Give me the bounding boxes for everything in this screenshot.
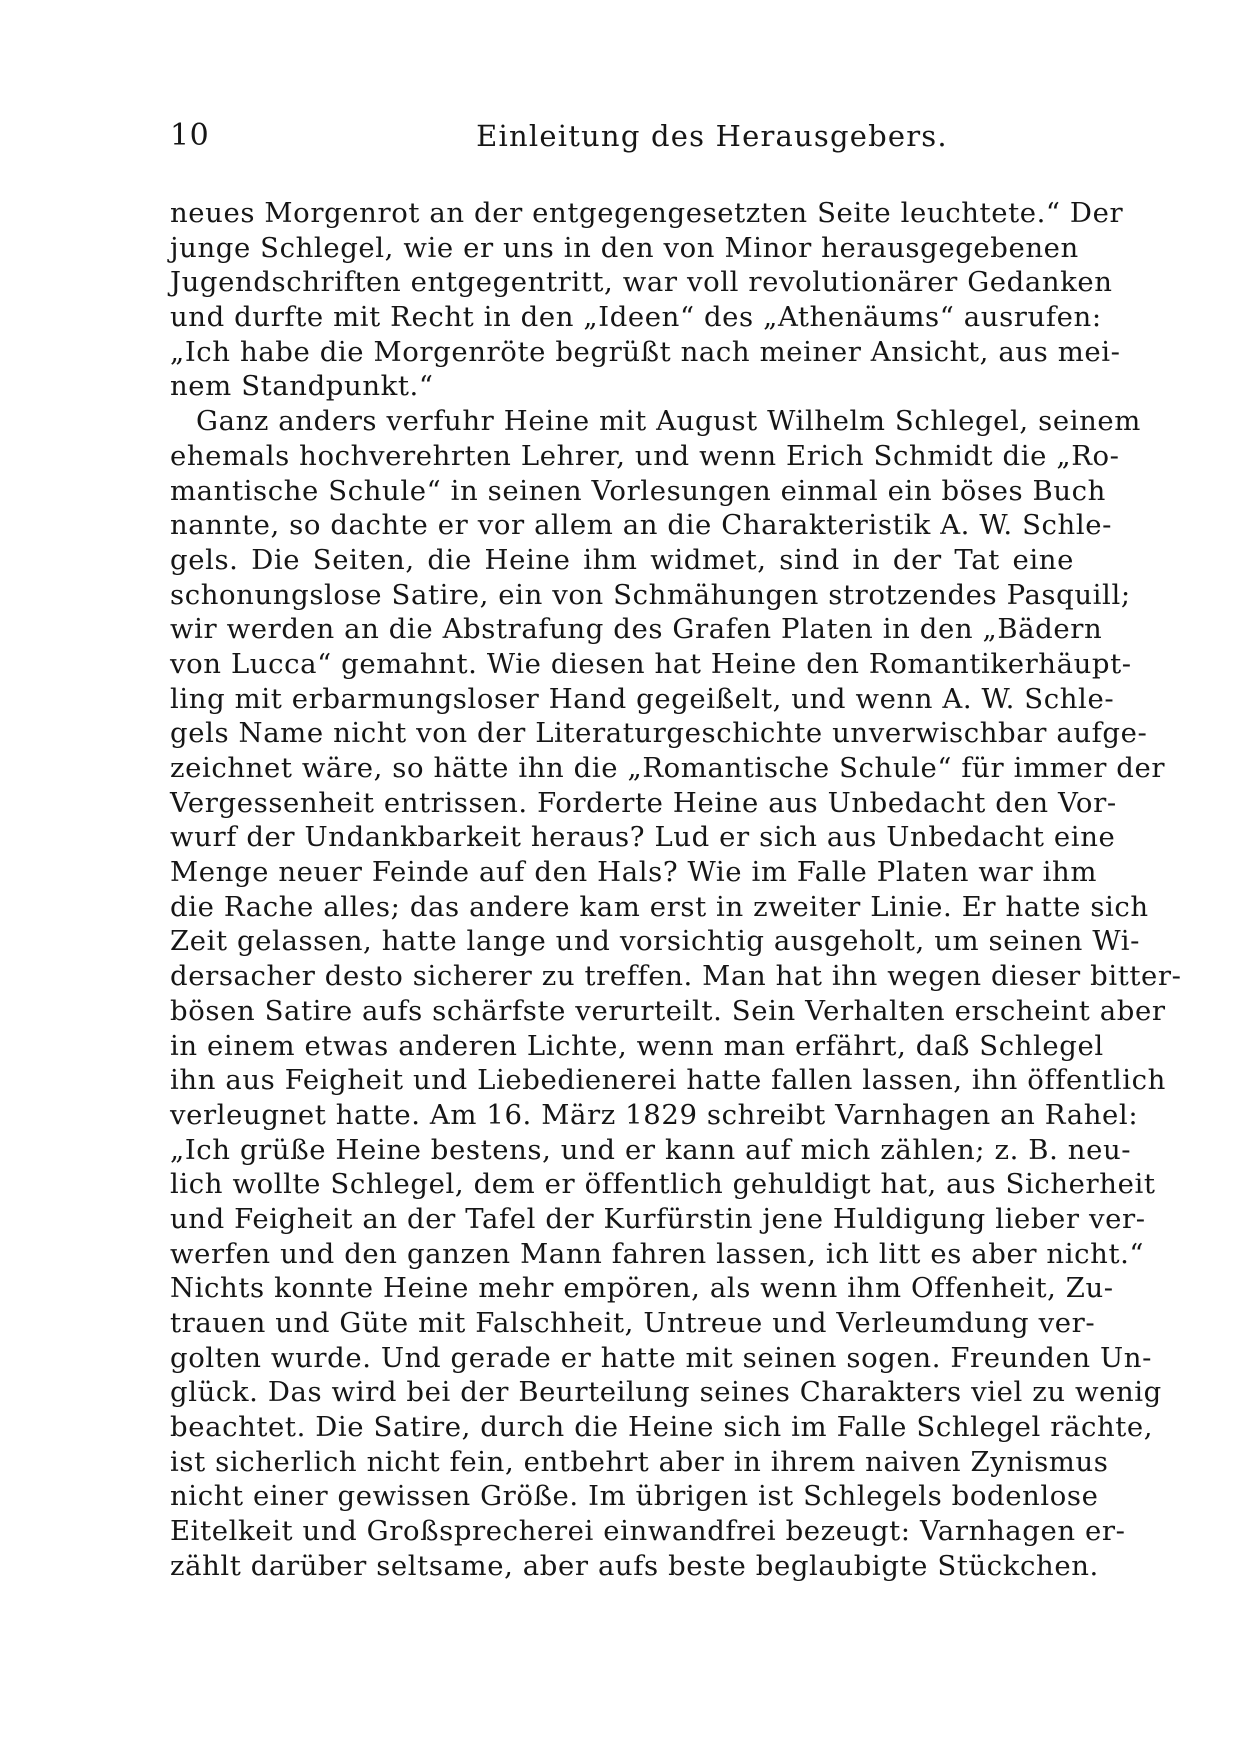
text-line: in einem etwas anderen Lichte, wenn man erfährt, daß Schlegel <box>170 1029 1104 1062</box>
text-line: Zeit gelassen, hatte lange und vorsichtig ausgeholt, um seinen Wi- <box>170 925 1141 958</box>
page-header <box>170 116 1074 160</box>
text-line: junge Schlegel, wie er uns in den von Minor herausgegebenen <box>170 231 1079 264</box>
text-line: verleugnet hatte. Am 16. März 1829 schreibt Varnhagen an Rahel: <box>170 1098 1139 1131</box>
text-line: nem Standpunkt.“ <box>170 370 434 403</box>
text-line: die Rache alles; das andere kam erst in zweiter Linie. Er hatte sich <box>170 890 1149 923</box>
text-line: nannte, so dachte er vor allem an die Charakteristik A. W. Schle- <box>170 509 1112 542</box>
text-line: wir werden an die Abstrafung des Grafen Platen in den „Bädern <box>170 613 1103 646</box>
text-line: golten wurde. Und gerade er hatte mit seinen sogen. Freunden Un- <box>170 1341 1153 1374</box>
text-line: Ganz anders verfuhr Heine mit August Wilhelm Schlegel, seinem <box>196 405 1141 438</box>
text-line: und Feigheit an der Tafel der Kurfürstin jene Huldigung lieber ver- <box>170 1202 1146 1235</box>
text-line: ist sicherlich nicht fein, entbehrt aber in ihrem naiven Zynismus <box>170 1445 1109 1478</box>
text-line: zeichnet wäre, so hätte ihn die „Romantische Schule“ für immer der <box>170 752 1166 784</box>
text-line: Vergessenheit entrissen. Forderte Heine aus Unbedacht den Vor- <box>170 786 1117 819</box>
text-line: lich wollte Schlegel, dem er öffentlich gehuldigt hat, aus Sicherheit <box>170 1168 1156 1201</box>
text-line: glück. Das wird bei der Beurteilung seines Charakters viel zu wenig <box>170 1376 1162 1409</box>
text-line: „Ich habe die Morgenröte begrüßt nach meiner Ansicht, aus mei- <box>170 335 1121 368</box>
text-line: bösen Satire aufs schärfste verurteilt. Sein Verhalten erscheint aber <box>170 994 1166 1027</box>
text-line: mantische Schule“ in seinen Vorlesungen einmal ein böses Buch <box>170 474 1106 507</box>
text-line: ling mit erbarmungsloser Hand gegeißelt, und wenn A. W. Schle- <box>170 682 1115 715</box>
text-line: und durfte mit Recht in den „Ideen“ des „Athenäums“ ausrufen: <box>170 301 1102 334</box>
text-line: Jugendschriften entgegentritt, war voll revolutionärer Gedanken <box>170 266 1113 299</box>
text-line: Nichts konnte Heine mehr empören, als wenn ihm Offenheit, Zu- <box>170 1272 1114 1305</box>
text-line: zählt darüber seltsame, aber aufs beste beglaubigte Stückchen. <box>170 1549 1099 1582</box>
running-title: Einleitung des Herausgebers. <box>476 119 948 153</box>
text-line: wurf der Undankbarkeit heraus? Lud er sich aus Unbedacht eine <box>170 821 1116 854</box>
text-line: schonungslose Satire, ein von Schmähungen strotzendes Pasquill; <box>170 578 1131 611</box>
text-line: beachtet. Die Satire, durch die Heine sich im Falle Schlegel rächte, <box>170 1411 1154 1444</box>
body-text <box>170 196 1182 1584</box>
text-line: „Ich grüße Heine bestens, und er kann auf mich zählen; z. B. neu- <box>170 1133 1132 1166</box>
text-line: Menge neuer Feinde auf den Hals? Wie im Falle Platen war ihm <box>170 856 1098 889</box>
page-number: 10 <box>170 118 210 153</box>
text-line: trauen und Güte mit Falschheit, Untreue und Verleumdung ver- <box>170 1307 1096 1339</box>
text-line: Eitelkeit und Großsprecherei einwandfrei bezeugt: Varnhagen er- <box>170 1515 1126 1548</box>
text-line: gels Name nicht von der Literaturgeschichte unverwischbar aufge- <box>170 717 1148 750</box>
text-line: ehemals hochverehrten Lehrer, und wenn Erich Schmidt die „Ro- <box>170 439 1120 472</box>
text-line: von Lucca“ gemahnt. Wie diesen hat Heine den Romantikerhäupt- <box>170 647 1132 680</box>
text-line: neues Morgenrot an der entgegengesetzten Seite leuchtete.“ Der <box>170 197 1124 229</box>
text-line: ihn aus Feigheit und Liebedienerei hatte fallen lassen, ihn öffentlich <box>170 1064 1166 1097</box>
text-line: nicht einer gewissen Größe. Im übrigen ist Schlegels bodenlose <box>170 1480 1099 1513</box>
text-line: dersacher desto sicherer zu treffen. Man hat ihn wegen dieser bitter- <box>170 960 1182 993</box>
text-line: werfen und den ganzen Mann fahren lassen, ich litt es aber nicht.“ <box>170 1237 1145 1270</box>
text-line: gels. Die Seiten, die Heine ihm widmet, sind in der Tat eine <box>170 543 1074 576</box>
